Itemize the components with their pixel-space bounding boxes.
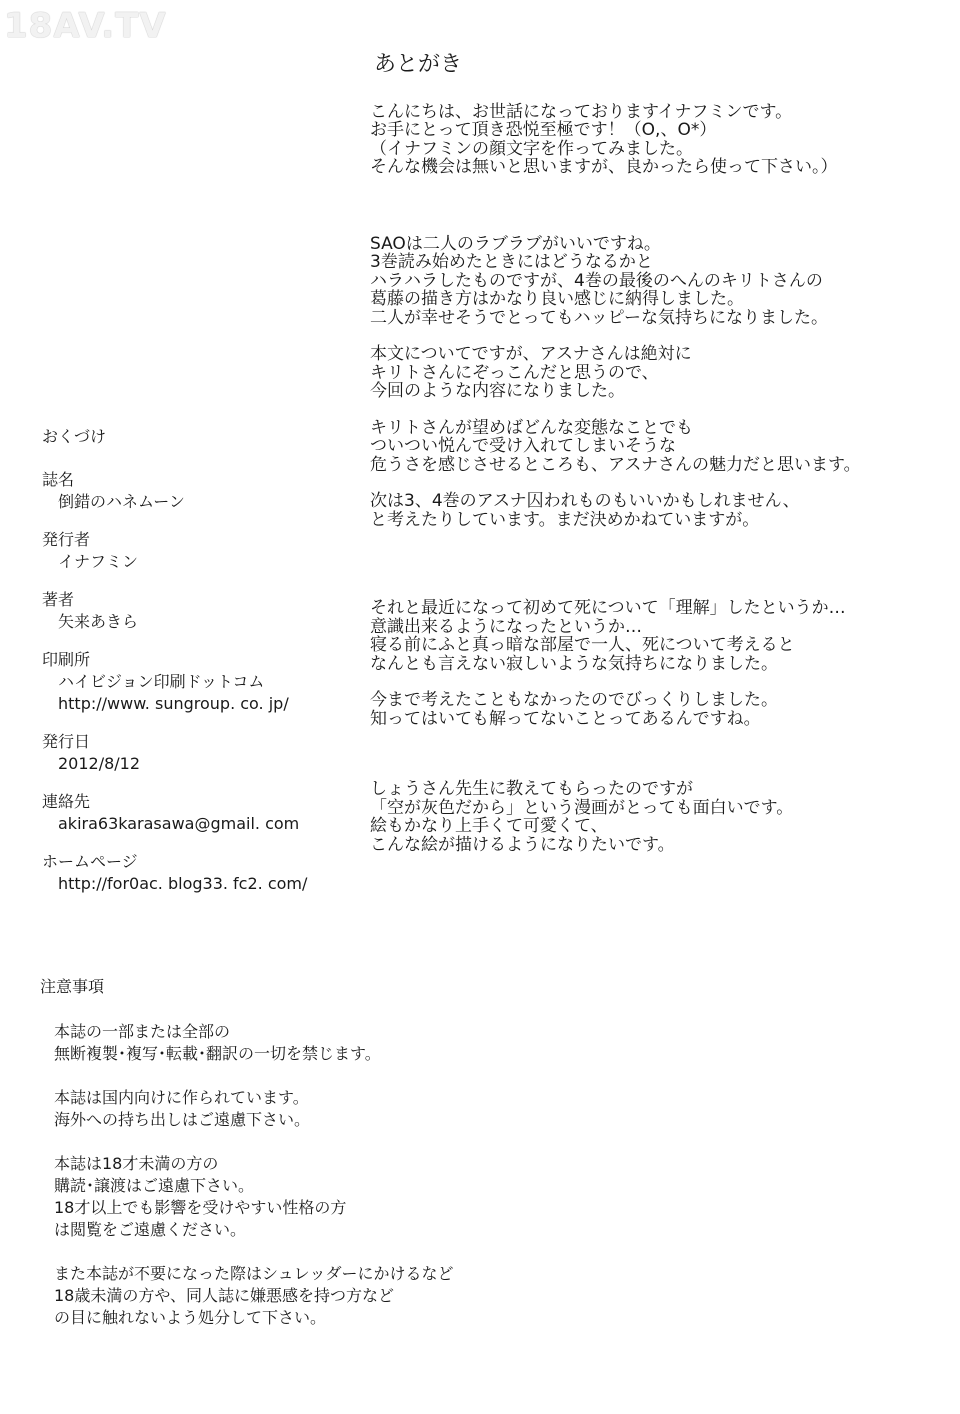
afterword-paragraph <box>370 235 950 328</box>
afterword-line: 本文についてですが、アスナさんは絶対に <box>370 344 692 364</box>
afterword-line: お手にとって頂き恐悦至極です！（O,、O*） <box>370 120 717 140</box>
colophon-entry <box>42 791 362 835</box>
colophon-section <box>42 424 362 911</box>
afterword-line: 3巻読み始めたときにはどうなるかと <box>370 252 653 272</box>
colophon-value: http://www. sungroup. co. jp/ <box>58 694 289 713</box>
notes-body <box>40 1021 520 1329</box>
afterword-line: 二人が幸せそうでとってもハッピーな気持ちになりました。 <box>370 307 828 328</box>
colophon-value: 倒錯のハネムーン <box>58 492 185 511</box>
afterword-line: と考えたりしています。まだ決めかねていますが。 <box>370 509 760 530</box>
notes-line: 18歳未満の方や、同人誌に嫌悪感を持つ方など <box>54 1286 395 1305</box>
afterword-line: 危うさを感じさせるところも、アスナさんの魅力だと思います。 <box>370 454 861 475</box>
afterword-line: こんにちは、お世話になっておりますイナフミンです。 <box>370 101 793 122</box>
notes-line: また本誌が不要になった際はシュレッダーにかけるなど <box>54 1264 454 1283</box>
notes-line: 本誌は18才未満の方の <box>54 1154 219 1173</box>
afterword-paragraph <box>370 691 950 728</box>
colophon-value: akira63karasawa@gmail. com <box>58 814 300 833</box>
notes-line: 本誌は国内向けに作られています。 <box>54 1088 309 1107</box>
colophon-value: イナフミン <box>58 552 139 571</box>
colophon-label: 誌名 <box>42 470 75 489</box>
afterword-line: 葛藤の描き方はかなり良い感じに納得しました。 <box>370 289 744 309</box>
colophon-label: 発行者 <box>42 530 91 549</box>
afterword-paragraph <box>370 419 950 475</box>
afterword-line: キリトさんにぞっこんだと思うので、 <box>370 362 659 383</box>
afterword-line: 次は3、4巻のアスナ囚われものもいいかもしれません、 <box>370 491 800 511</box>
notes-line: 18才以上でも影響を受けやすい性格の方 <box>54 1198 347 1217</box>
afterword-line: 今まで考えたこともなかったのでびっくりしました。 <box>370 690 778 710</box>
afterword-line: （イナフミンの顔文字を作ってみました。 <box>370 138 693 159</box>
afterword-paragraph <box>370 780 950 854</box>
notes-line: 海外への持ち出しはご遠慮下さい。 <box>54 1110 311 1129</box>
afterword-paragraph <box>370 492 950 529</box>
colophon-value: http://for0ac. blog33. fc2. com/ <box>58 874 308 893</box>
colophon-entry <box>42 469 362 513</box>
colophon-value: 2012/8/12 <box>58 754 141 773</box>
notes-line: は閲覧をご遠慮ください。 <box>54 1220 247 1239</box>
colophon-label: 発行日 <box>42 732 91 751</box>
colophon-entry <box>42 731 362 775</box>
watermark-logo: 18AV.TV <box>4 6 167 46</box>
afterword-line: ハラハラしたものですが、4巻の最後のへんのキリトさんの <box>370 270 823 291</box>
afterword-line: SAOは二人のラブラブがいいですね。 <box>370 233 661 254</box>
afterword-line: 絵もかなり上手くて可愛くて、 <box>370 816 608 836</box>
notes-line: の目に触れないよう処分して下さい。 <box>54 1308 327 1327</box>
colophon-entry <box>42 529 362 573</box>
notes-section <box>40 974 520 1351</box>
notes-paragraph <box>54 1021 520 1065</box>
colophon-label: ホームページ <box>42 852 138 871</box>
afterword-paragraph <box>370 599 950 673</box>
afterword-line: 知ってはいても解ってないことってあるんですね。 <box>370 708 761 729</box>
colophon-value: ハイビジョン印刷ドットコム <box>58 672 265 691</box>
afterword-line: こんな絵が描けるようになりたいです。 <box>370 834 675 855</box>
afterword-section <box>370 52 950 855</box>
afterword-body <box>370 103 950 855</box>
notes-line: 無断複製･複写･転載･翻訳の一切を禁じます。 <box>54 1044 381 1063</box>
afterword-line: そんな機会は無いと思いますが、良かったら使って下さい。） <box>370 157 838 177</box>
colophon-label: 印刷所 <box>42 650 91 669</box>
notes-heading: 注意事項 <box>40 977 105 996</box>
afterword-line: キリトさんが望めばどんな変態なことでも <box>370 417 693 438</box>
afterword-title: あとがき <box>374 52 463 77</box>
colophon-heading: おくづけ <box>42 427 107 446</box>
colophon-label: 連絡先 <box>42 792 91 811</box>
colophon-entry <box>42 649 362 715</box>
afterword-line: 「空が灰色だから」という漫画がとっても面白いです。 <box>370 797 794 818</box>
notes-line: 購読･譲渡はご遠慮下さい。 <box>54 1176 255 1195</box>
notes-line: 本誌の一部または全部の <box>54 1022 231 1041</box>
afterword-line: 今回のような内容になりました。 <box>370 381 625 401</box>
notes-paragraph <box>54 1087 520 1131</box>
afterword-paragraph <box>370 103 950 177</box>
colophon-value: 矢来あきら <box>58 612 139 631</box>
colophon-label: 著者 <box>42 590 75 609</box>
colophon-entry <box>42 589 362 633</box>
colophon-entry <box>42 851 362 895</box>
notes-paragraph <box>54 1263 520 1329</box>
notes-paragraph <box>54 1153 520 1241</box>
afterword-paragraph <box>370 345 950 401</box>
afterword-line: しょうさん先生に教えてもらったのですが <box>370 779 693 799</box>
afterword-line: 意識出来るようになったというか… <box>370 616 642 637</box>
afterword-line: それと最近になって初めて死について「理解」したというか… <box>370 598 846 618</box>
afterword-line: ついつい悦んで受け入れてしまいそうな <box>370 436 676 456</box>
afterword-line: 寝る前にふと真っ暗な部屋で一人、死について考えると <box>370 635 795 655</box>
colophon-entries <box>42 469 362 895</box>
afterword-line: なんとも言えない寂しいような気持ちになりました。 <box>370 653 778 674</box>
